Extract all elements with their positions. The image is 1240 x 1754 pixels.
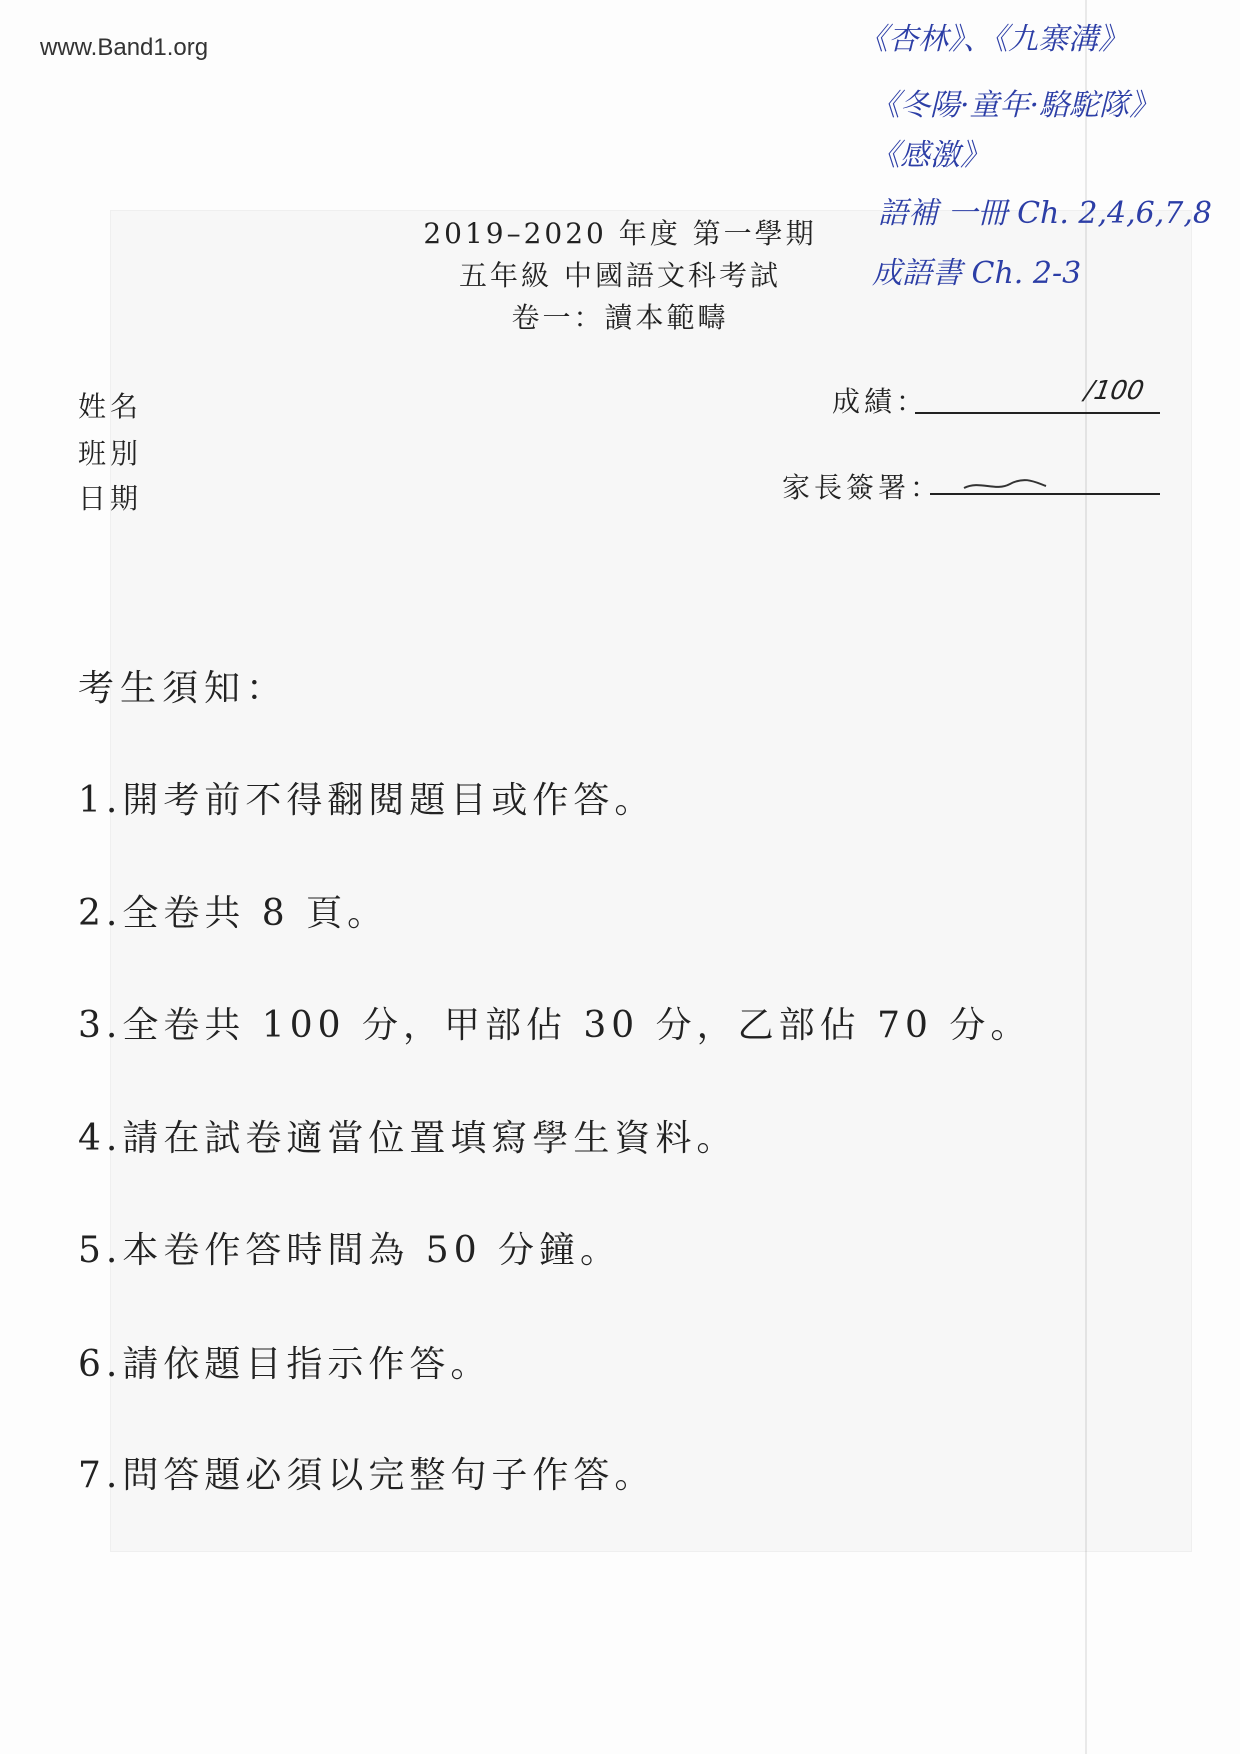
handwritten-note: 《冬陽·童年·駱駝隊》 [870, 88, 1160, 123]
instruction-item: 4.請在試卷適當位置填寫學生資料。 [78, 1118, 738, 1159]
handwritten-note: 《杏林》、《九寨溝》 [858, 22, 1128, 57]
handwritten-note: 成語書 Ch. 2-3 [872, 256, 1082, 291]
exam-year-term: 2019–2020 年度 第一學期 [423, 217, 817, 250]
instruction-item: 2.全卷共 8 頁。 [78, 893, 389, 934]
instructions-heading: 考生須知： [78, 668, 289, 709]
handwritten-note: 《感激》 [870, 138, 990, 173]
score-line [915, 412, 1160, 414]
score-max: /100 [1079, 376, 1149, 406]
watermark-url: www.Band1.org [40, 34, 209, 61]
exam-paper: 卷一：讀本範疇 [511, 301, 729, 334]
signature-label: 家長簽署： [782, 471, 943, 504]
name-label: 姓名 [78, 390, 143, 423]
signature-scribble [960, 470, 1050, 494]
class-label: 班別 [78, 437, 143, 470]
date-label: 日期 [78, 482, 143, 515]
instruction-item: 1.開考前不得翻閱題目或作答。 [78, 780, 656, 821]
instruction-item: 6.請依題目指示作答。 [78, 1344, 492, 1385]
instruction-item: 5.本卷作答時間為 50 分鐘。 [78, 1230, 622, 1271]
instruction-item: 3.全卷共 100 分，甲部佔 30 分，乙部佔 70 分。 [78, 1005, 1032, 1046]
handwritten-note: 語補 一冊 Ch. 2,4,6,7,8 [878, 196, 1212, 231]
score-label: 成績： [832, 385, 929, 418]
exam-title: 五年級 中國語文科考試 [459, 259, 781, 292]
instruction-item: 7.問答題必須以完整句子作答。 [78, 1455, 656, 1496]
